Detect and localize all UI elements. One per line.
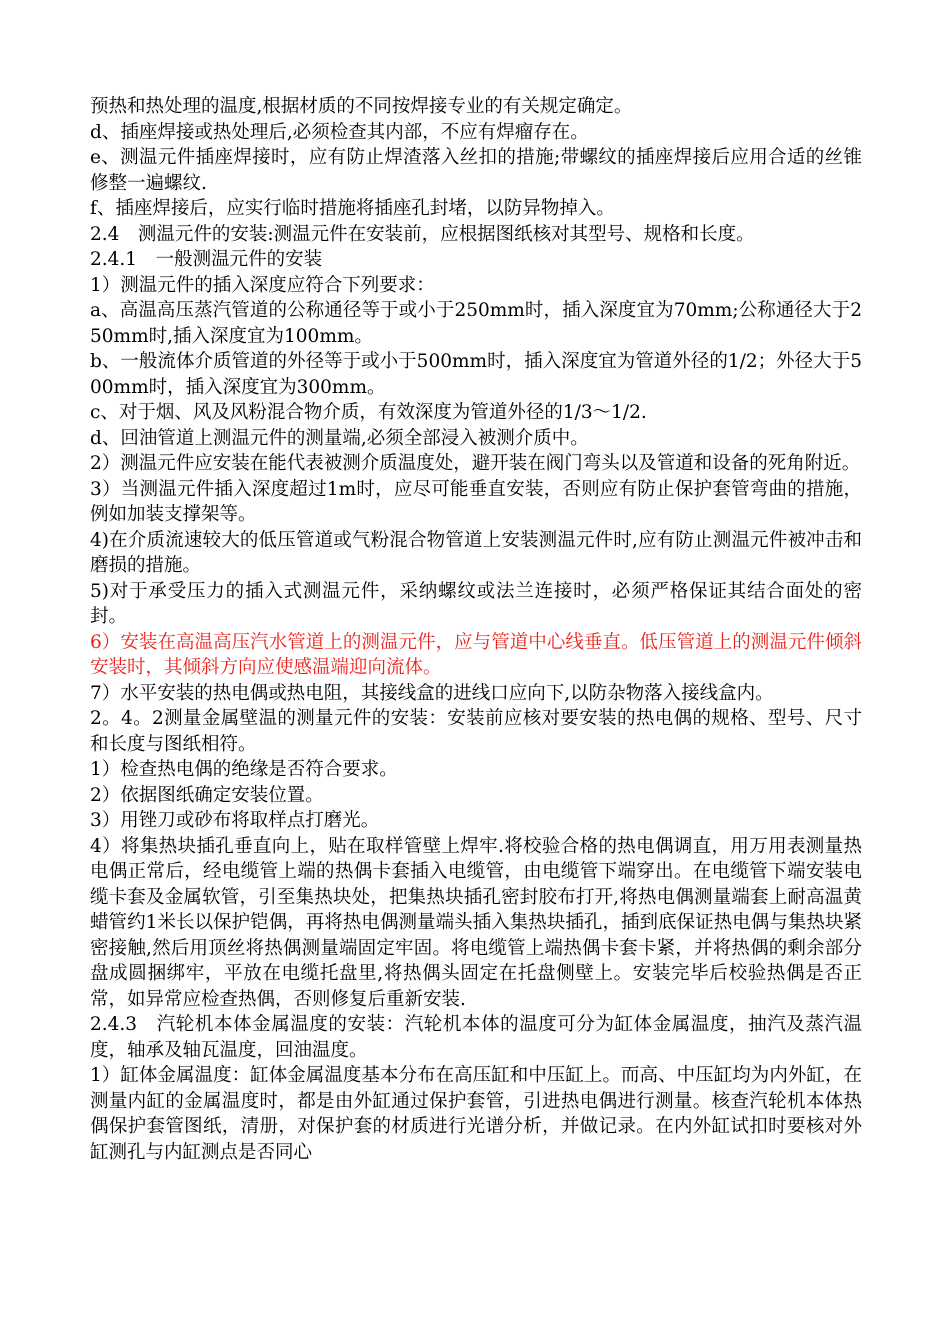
section-2-4-3-heading: 2.4.3 汽轮机本体金属温度的安装：汽轮机本体的温度可分为缸体金属温度，抽汽及蒸汽温度，轴承及轴瓦温度，回油温度。 [90, 1014, 862, 1061]
paragraph-17: 7）水平安装的热电偶或热电阻，其接线盒的进线口应向下,以防杂物落入接线盒内。 [90, 682, 774, 704]
paragraph-13: 3）当测温元件插入深度超过1m时，应尽可能垂直安装，否则应有防止保护套管弯曲的措施，例如加装支撑架等。 [90, 478, 862, 525]
paragraph-21: 3）用锉刀或砂布将取样点打磨光。 [90, 810, 380, 831]
paragraph-19: 1）检查热电偶的绝缘是否符合要求。 [90, 759, 398, 780]
section-2-4-heading: 2.4 测温元件的安装:测温元件在安装前，应根据图纸核对其型号、规格和长度。 [90, 223, 755, 245]
paragraph-12: 2）测温元件应安装在能代表被测介质温度处，避开装在阀门弯头以及管道和设备的死角附近。 [90, 453, 861, 474]
section-2-4-1-heading: 2.4.1 一般测温元件的安装 [90, 249, 323, 270]
paragraph-3: e、测温元件插座焊接时，应有防止焊渣落入丝扣的措施;带螺纹的插座焊接后应用合适的丝锥修整一遍螺纹. [90, 147, 862, 194]
paragraph-15: 5)对于承受压力的插入式测温元件，采纳螺纹或法兰连接时，必须严格保证其结合面处的密封。 [90, 580, 862, 627]
paragraph-24: 1）缸体金属温度：缸体金属温度基本分布在高压缸和中压缸上。而高、中压缸均为内外缸，在测量内缸的金属温度时，都是由外缸通过保护套管，引进热电偶进行测量。核查汽轮机本体热偶保护套管图纸，清册，对保护套的材质进行光谱分析，并做记录。在内外缸试扣时要核对外缸测孔与内缸测点是否同心 [90, 1065, 862, 1163]
paragraph-1: 预热和热处理的温度,根据材质的不同按焊接专业的有关规定确定。 [90, 96, 633, 117]
paragraph-9: b、一般流体介质管道的外径等于或小于500mm时，插入深度宜为管道外径的1/2；外径大于500mm时，插入深度宜为300mm。 [90, 351, 862, 398]
paragraph-11: d、回油管道上测温元件的测量端,必须全部浸入被测介质中。 [90, 427, 589, 449]
paragraph-20: 2）依据图纸确定安装位置。 [90, 784, 324, 806]
paragraph-10: c、对于烟、风及风粉混合物介质，有效深度为管道外径的1/3～1/2. [90, 402, 647, 423]
section-2-4-2-heading: 2。4。2测量金属壁温的测量元件的安装：安装前应核对要安装的热电偶的规格、型号、尺寸和长度与图纸相符。 [90, 708, 862, 755]
paragraph-4: f、插座焊接后，应实行临时措施将插座孔封堵，以防异物掉入。 [90, 198, 615, 219]
paragraph-7: 1）测温元件的插入深度应符合下列要求： [90, 274, 435, 296]
paragraph-2: d、插座焊接或热处理后,必须检查其内部，不应有焊瘤存在。 [90, 121, 589, 143]
paragraph-8: a、高温高压蒸汽管道的公称通径等于或小于250mm时，插入深度宜为70mm;公称通径大于250mm时,插入深度宜为100mm。 [90, 300, 862, 347]
document-page [90, 94, 862, 1165]
paragraph-22: 4）将集热块插孔垂直向上，贴在取样管壁上焊牢.将校验合格的热电偶调直，用万用表测量热电偶正常后，经电缆管上端的热偶卡套插入电缆管，由电缆管下端穿出。在电缆管下端安装电缆卡套及金属软管，引至集热块处，把集热块插孔密封胶布打开,将热电偶测量端套上耐高温黄蜡管约1米长以保护铠偶，再将热电偶测量端头插入集热块插孔，插到底保证热电偶与集热块紧密接触,然后用顶丝将热偶测量端固定牢固。将电缆管上端热偶卡套卡紧，并将热偶的剩余部分盘成圆捆绑牢，平放在电缆托盘里,将热偶头固定在托盘侧壁上。安装完毕后校验热偶是否正常，如异常应检查热偶，否则修复后重新安装. [90, 835, 862, 1010]
highlighted-paragraph: 6）安装在高温高压汽水管道上的测温元件，应与管道中心线垂直。低压管道上的测温元件倾斜安装时，其倾斜方向应使感温端迎向流体。 [90, 631, 862, 678]
paragraph-14: 4)在介质流速较大的低压管道或气粉混合物管道上安装测温元件时,应有防止测温元件被冲击和磨损的措施。 [90, 529, 862, 576]
